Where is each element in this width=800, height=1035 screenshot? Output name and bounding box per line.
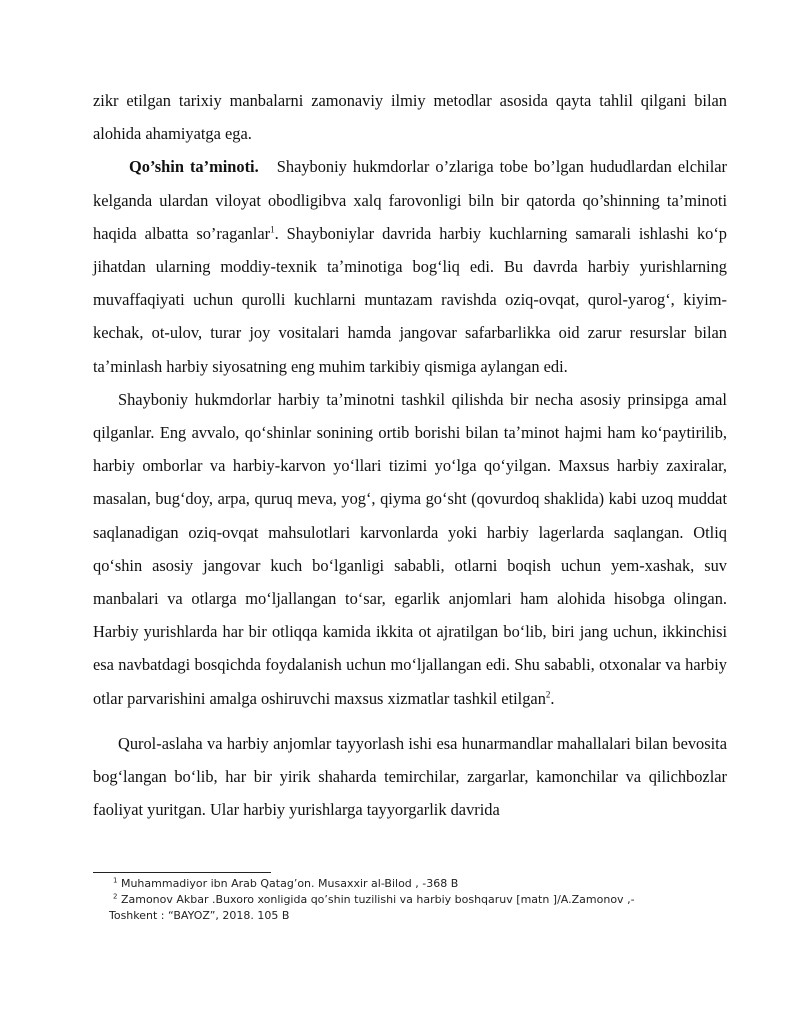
- paragraph-principles-end: .: [550, 688, 555, 708]
- section-heading: Qo’shin ta’minoti: [129, 157, 255, 177]
- footnote-2-continuation-text: Toshkent : “BAYOZ”, 2018. 105 B: [109, 909, 290, 922]
- paragraph-intro-text: zikr etilgan tarixiy manbalarni zamonaviy ilmiy metodlar asosida qayta tahlil qilgani bilan alohida ahamiyatga ega.: [93, 91, 727, 144]
- footnote-ref-1[interactable]: 1: [270, 224, 275, 235]
- footnote-separator: [93, 872, 271, 873]
- paragraph-troop-supply-text-b: . Shayboniylar davrida harbiy kuchlarning samarali ishlashi koʻp jihatdan ularning moddiy-texnik taʼminotiga bogʻliq edi. Bu davrda harbiy yurishlarning muvaffaqiyati uchun qurolli kuchlarni muntazam ravishda oziq-ovqat, qurol-yarogʻ, kiyim-kechak, ot-ulov, turar joy vositalari hamda jangovar safarbarlikka oid zarur resurslar bilan taʼminlash harbiy siyosatning eng muhim tarkibiy qismiga aylangan edi.: [93, 223, 727, 376]
- paragraph-principles-text: Shayboniy hukmdorlar harbiy taʼminotni tashkil qilishda bir necha asosiy prinsipga amal qilganlar. Eng avvalo, qoʻshinlar sonining ortib borishi bilan taʼminot hajmi ham koʻpaytirilib, harbiy omborlar va harbiy-karvon yoʻllari tizimi yoʻlga qoʻyilgan. Maxsus harbiy zaxiralar, masalan, bugʻdoy, arpa, quruq meva, yogʻ, qiyma goʻsht (qovurdoq shaklida) kabi uzoq muddat saqlanadigan oziq-ovqat mahsulotlari karvonlarda yoki harbiy lagerlarda saqlangan. Otliq qoʻshin asosiy jangovar kuch boʻlganligi sababli, otlarni boqish uchun yem-xashak, suv manbalari va otlarga moʻljallangan toʻsar, egarlik anjomlari ham alohida hisobga olingan. Harbiy yurishlarda har bir otliqqa kamida ikkita ot ajratilgan boʻlib, biri jang uchun, ikkinchisi esa navbatdagi bosqichda foydalanish uchun moʻljallangan edi. Shu sababli, otxonalar va harbiy otlar parvarishini amalga oshiruvchi maxsus xizmatlar tashkil etilgan: [93, 389, 727, 708]
- footnote-2-text: Zamonov Akbar .Buxoro xonligida qo’shin tuzilishi va harbiy boshqaruv [matn ]/A.Zamonov ,-: [117, 893, 635, 906]
- footnote-2-number: 2: [113, 892, 118, 901]
- footnotes: [109, 876, 713, 924]
- paragraph-weapons: [93, 727, 727, 827]
- paragraph-troop-supply: [93, 150, 732, 382]
- footnote-2-continuation: [109, 908, 713, 924]
- footnote-1-number: 1: [113, 876, 118, 885]
- footnote-2: [113, 892, 713, 908]
- paragraph-weapons-text: Qurol-aslaha va harbiy anjomlar tayyorlash ishi esa hunarmandlar mahallalari bilan bevosita bogʻlangan boʻlib, har bir yirik shaharda temirchilar, zargarlar, kamonchilar va qilichbozlar faoliyat yuritgan. Ular harbiy yurishlarga tayyorgarlik davrida: [93, 733, 727, 820]
- footnote-ref-2[interactable]: 2: [545, 689, 551, 700]
- section-heading-dot: .: [254, 157, 259, 177]
- footnote-1-text: Muhammadiyor ibn Arab Qatag’on. Musaxxir al-Bilod , -368 B: [117, 877, 459, 890]
- footnote-1: [113, 876, 713, 892]
- paragraph-troop-supply-text-a: Shayboniy hukmdorlar o’zlariga tobe bo’lgan hududlardan elchilar kelganda ulardan viloyat obodligibva xalq farovonligi biln bir qatorda qo’shinning ta’minoti haqida albatta so’raganlar: [93, 157, 732, 243]
- body-text: [93, 84, 732, 826]
- paragraph-principles: [93, 383, 727, 715]
- paragraph-intro: [93, 84, 727, 150]
